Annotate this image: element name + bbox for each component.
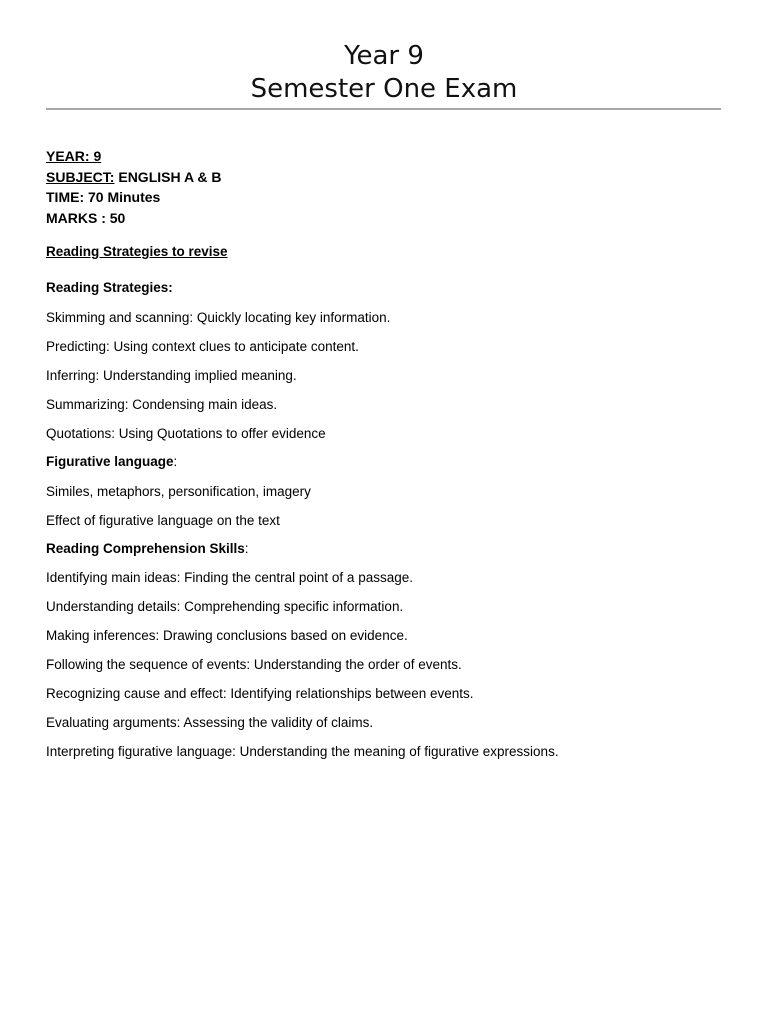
list-item: Predicting: Using context clues to anticipate content. [46, 339, 359, 354]
document-title [0, 40, 768, 106]
list-item: Making inferences: Drawing conclusions based on evidence. [46, 628, 408, 643]
heading-colon: : [244, 541, 249, 556]
list-item: Following the sequence of events: Understanding the order of events. [46, 657, 462, 672]
list-item: Understanding details: Comprehending specific information. [46, 599, 404, 614]
list-item: Evaluating arguments: Assessing the validity of claims. [46, 715, 374, 730]
comprehension-heading [46, 541, 249, 556]
revise-heading: Reading Strategies to revise [46, 244, 228, 259]
list-item: Similes, metaphors, personification, imagery [46, 484, 311, 499]
list-item: Recognizing cause and effect: Identifying relationships between events. [46, 686, 474, 701]
reading-strategies-heading: Reading Strategies: [46, 280, 173, 295]
title-exam: Semester One Exam [250, 74, 518, 104]
subject-label: SUBJECT: [46, 168, 115, 185]
list-item: Identifying main ideas: Finding the central point of a passage. [46, 570, 413, 585]
subject-field [46, 167, 222, 188]
figurative-language-heading [46, 454, 177, 469]
list-item: Summarizing: Condensing main ideas. [46, 397, 278, 412]
list-item: Inferring: Understanding implied meaning. [46, 368, 297, 383]
list-item: Quotations: Using Quotations to offer evidence [46, 426, 326, 441]
time-field: TIME: 70 Minutes [46, 189, 161, 205]
subject-value: ENGLISH A & B [114, 168, 222, 185]
year-field: YEAR: 9 [46, 148, 102, 164]
heading-colon: : [173, 454, 178, 469]
exam-details [46, 146, 222, 228]
list-item: Interpreting figurative language: Understanding the meaning of figurative expressions. [46, 744, 559, 759]
list-item: Effect of figurative language on the text [46, 513, 280, 528]
comprehension-title: Reading Comprehension Skills [46, 541, 245, 556]
title-divider [46, 108, 721, 110]
marks-field: MARKS : 50 [46, 209, 126, 226]
figurative-language-title: Figurative language [46, 454, 174, 469]
list-item: Skimming and scanning: Quickly locating key information. [46, 310, 391, 325]
title-year: Year 9 [344, 41, 424, 71]
